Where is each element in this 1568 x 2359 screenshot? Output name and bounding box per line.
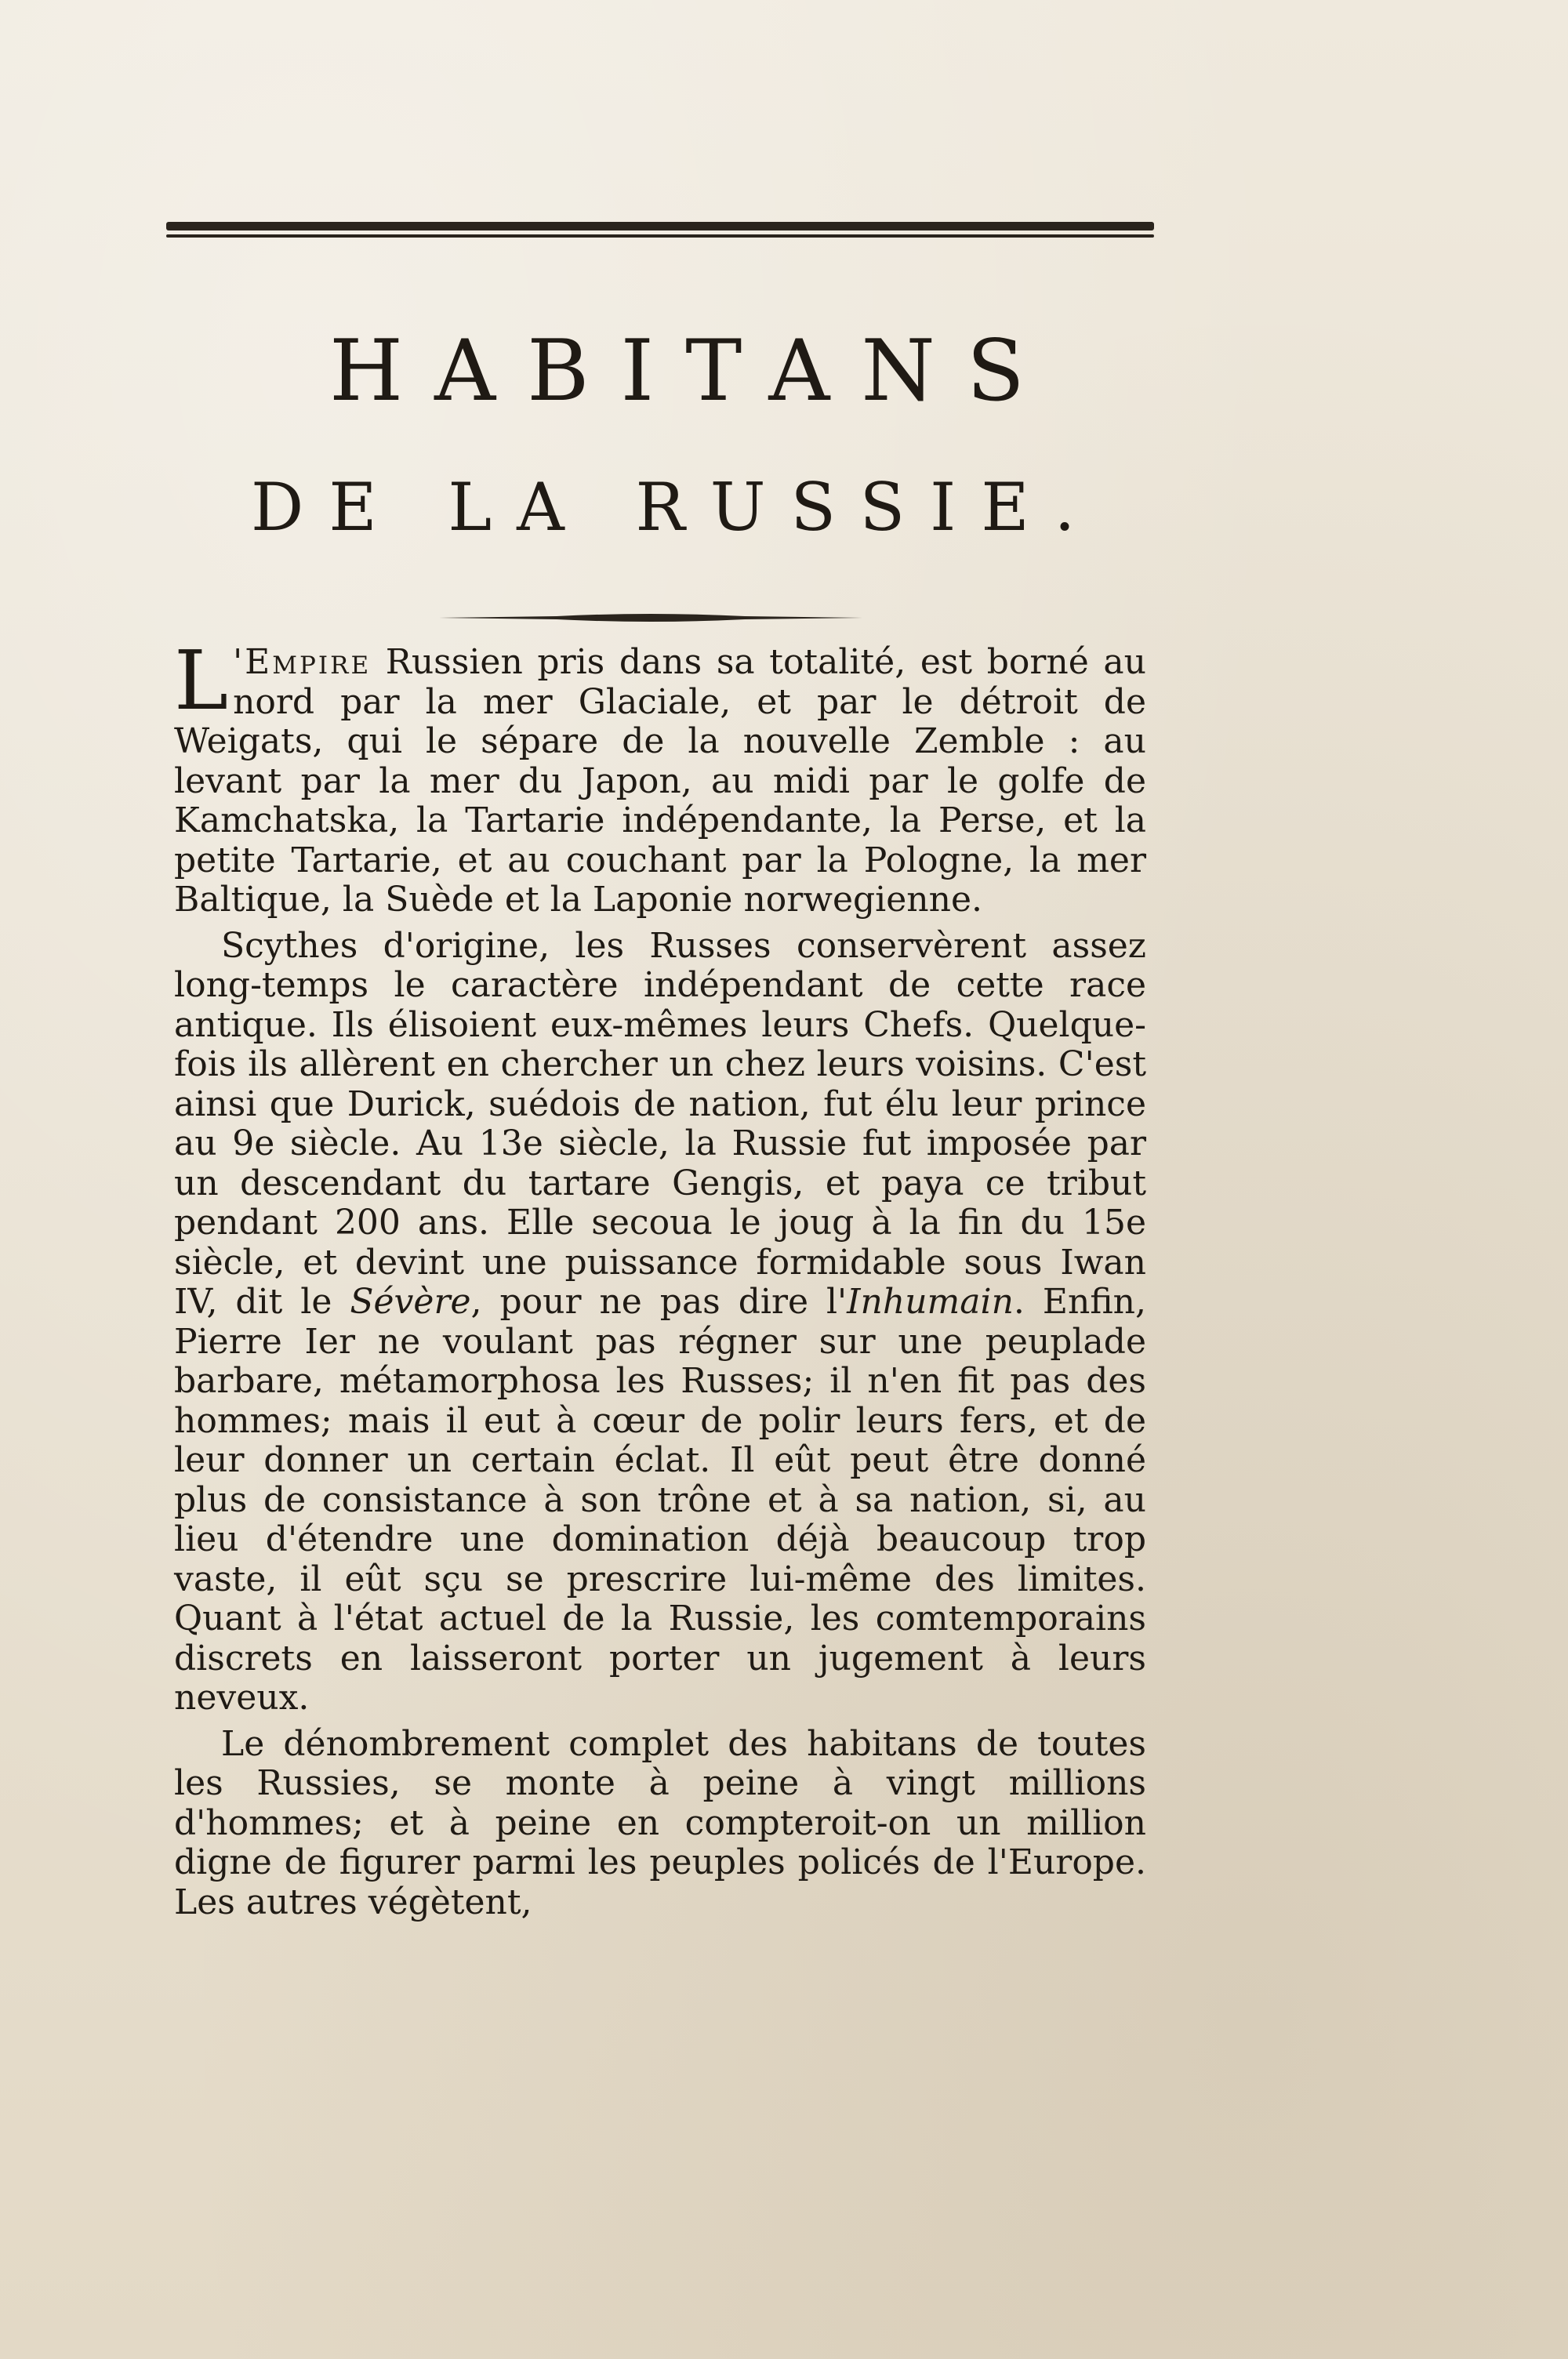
chapter-title-line1: HABITANS bbox=[329, 322, 1056, 420]
paragraph-1-text: Russien pris dans sa totalité, est borné au nord par la mer Glaciale, et par le détroit de Weigats, qui le sépare de la nouvelle Zemble : au levant par la mer du Japon, au midi par le golfe de Kamchatska, la Tartarie indépendante, la Perse, et la petite Tartarie, et au couchant par la Pologne, la mer Baltique, la Suède et la Laponie norwegienne. bbox=[174, 642, 1146, 920]
paragraph-2-italic-b: Inhumain bbox=[847, 1282, 1014, 1322]
paragraph-2 bbox=[174, 927, 1146, 1718]
paragraph-3: Le dénombrement complet des habitans de toutes les Russies, se monte à peine à vingt millions d'hommes; et à peine en compteroit-on un million digne de figurer parmi les peuples policés de l'Europe. Les autres végètent, bbox=[174, 1723, 1146, 1922]
chapter-title-line2: DE LA RUSSIE. bbox=[251, 469, 1101, 546]
paragraph-2-text-b: , pour ne pas dire l' bbox=[470, 1282, 848, 1322]
paragraph-1 bbox=[174, 633, 1146, 920]
header-rule-thick bbox=[166, 222, 1154, 230]
paragraph-2-text-c: . Enfin, Pierre Ier ne voulant pas régner sur une peuplade barbare, métamorphosa les Russes; il n'en fit pas des hommes; mais il eut à cœur de polir leurs fers, et de leur donner un certain éclat. Il eût peut être donné plus de consistance à son trône et à sa nation, si, au lieu d'étendre une domination déjà beaucoup trop vaste, il eût sçu se prescrire lui-même des limites. Quant à l'état actuel de la Russie, les comtemporains discrets en laisseront porter un jugement à leurs neveux. bbox=[174, 1282, 1146, 1718]
paragraph-1-lead: 'Empire bbox=[233, 642, 372, 682]
paragraph-2-italic-a: Sévère bbox=[350, 1282, 471, 1322]
paragraph-2-text-a: Scythes d'origine, les Russes conservèrent assez long-temps le caractère indépendant de cette race antique. Ils élisoient eux-mêmes leurs Chefs. Quelque-fois ils allèrent en chercher un chez leurs voisins. C'est ainsi que Durick, suédois de nation, fut élu leur prince au 9e siècle. Au 13e siècle, la Russie fut imposée par un descendant du tartare Gengis, et paya ce tribut pendant 200 ans. Elle secoua le joug à la fin du 15e siècle, et devint une puissance formidable sous Iwan IV, dit le bbox=[174, 925, 1146, 1322]
header-rule-thin bbox=[166, 234, 1154, 238]
header-double-rule bbox=[166, 222, 1154, 239]
ornament-rule-icon bbox=[439, 610, 862, 626]
drop-cap: L bbox=[174, 633, 229, 728]
body-text bbox=[174, 633, 1146, 1929]
